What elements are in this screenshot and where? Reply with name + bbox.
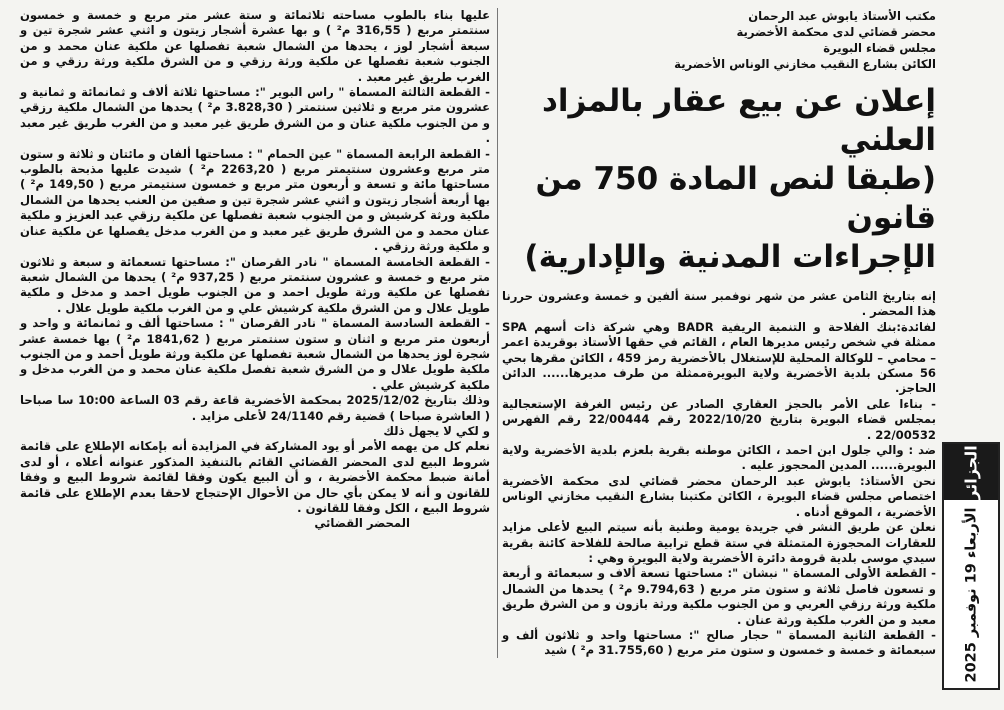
office-address: الكائن بشارع النقيب مخازني الوناس الأخضرية: [674, 57, 936, 71]
paragraph: نعلن عن طريق النشر في جريدة يومية وطنية بأنه سيتم البيع لأعلى مزايد للعقارات المحجوزة المتمثلة في ستة قطع ترابية صالحة للفلاحة كائنة بقرية سيدي موسى بلدية قرومة دائرة الأخضرية ولاية البويرة وهي :: [502, 520, 936, 565]
newspaper-logo-text: الجزائر: [961, 444, 981, 500]
paragraph: نحن الأستاذ: يابوش عبد الرحمان محضر قضائي لدى محكمة الأخضرية اختصاص مجلس قضاء البويرة ، الكائن مكتبنا بشارع النقيب مخازني الوناس الأخضرية ، الموقع أدناه .: [502, 473, 936, 519]
newspaper-date-strip: [942, 442, 1000, 690]
left-column: [20, 8, 490, 532]
headline-line: (طبقا لنص المادة 750 من قانون: [535, 161, 936, 236]
headline-line: الإجراءات المدنية والإدارية): [524, 239, 936, 275]
paragraph: - القطعة الأولى المسماة " نبشان ": مساحتها تسعة ألاف و سبعمائة و أربعة و تسعون فاصل ثلاثة و ستون متر مربع ( 9.794,63 م² ) يحدها من الشمال ملكية ورثة رزقي العربي و من الجنوب ملكية ورثة بازون و من الشرق طريق معبد و من الغرب ملكية ورثة عنان .: [502, 566, 936, 627]
headline-line: إعلان عن بيع عقار بالمزاد العلني: [541, 83, 936, 158]
paragraph: - القطعة الرابعة المسماة " عين الحمام " : مساحتها ألفان و مائتان و ثلاثة و ستون متر مربع وعشرون سنتيمتر مربع ( 2263,20 م² ) شيدت عليها مذبحة بالطوب مساحتها مائة و تسعة و أربعون متر مربع و خمسون سنتيمتر مربع ( 149,50 م² ) بها أربعة أشجار زيتون و اثني عشر شجرة تين و صفين من العنب يحدها من الشمال ملكية ورثة كرشيش و من الجنوب شعبة تفصلها عن ملكية رزقي عبد العزيز و ملكية عنان محمد و من الشرق طريق غير معبد و من الغرب مدخل يفصلها عن ملكية عنان و ملكية ورثة رزقي .: [20, 146, 490, 254]
signature: المحضر القضائي: [314, 516, 410, 531]
publication-date-text: الأربعاء 19 نوفمبر 2025: [963, 507, 979, 683]
column-divider: [497, 8, 498, 658]
paragraph: - القطعة الثالثة المسماة " راس البوير ": مساحتها ثلاثة ألاف و ثمانمائة و ثمانية و عشرون متر مربع و ثلاثين سنتمتر ( 3.828,30 م² ) يحدها من الشمال ملكية رزقي و من الجنوب ملكية عنان و من الشرق طريق غير معبد و من الغرب طريق غير معبد .: [20, 85, 490, 146]
newspaper-logo: [944, 444, 998, 500]
office-council: مجلس قضاء البويرة: [823, 41, 936, 55]
paragraph: نعلم كل من يهمه الأمر أو يود المشاركة في المزايدة أنه بإمكانه الإطلاع على قائمة شروط البيع لدى المحضر القضائي القائم بالتنفيذ المذكور عنوانه أعلاه ، أو لدى أمانة ضبط محكمة الأخضرية ، و أن البيع يكون وفقا لقائمة شروط البيع و وفقا للقانون و أنه لا يمكن بأي حال من الأحوال الإحتجاج لاحقا بعدم الإطلاع على قائمة شروط البيع ، الكل وفقا للقانون .: [20, 439, 490, 515]
paragraph: وذلك بتاريخ 2025/12/02 بمحكمة الأخضرية قاعة رقم 03 الساعة 10:00 سا صباحا ( العاشرة صباحا ) قضية رقم 24/1140 لأعلى مزايد .: [20, 393, 490, 423]
publication-date: [944, 502, 998, 688]
headline: [502, 82, 936, 277]
paragraph: لفائدة:بنك الفلاحة و التنمية الريفية BADR وهي شركة ذات أسهم SPA ممثلة في شخص رئيس مديرها العام ، القائم في حقها الأستاذ بوقريدة اعمر – محامي – للوكالة المحلية للإستغلال بالأخضرية رمز 459 ، الكائن مقرها بحي 56 مسكن بلدية الأخضرية ولاية البويرةممثلة من طرف مديرها...... الدائن الحاجز.: [502, 319, 936, 396]
paragraph: ضد : والي جلول ابن احمد ، الكائن موطنه بقرية بلعزم بلدية الأخضرية ولاية البويرة...... المدين المحجوز عليه .: [502, 443, 936, 473]
office-title: محضر قضائي لدى محكمة الأخضرية: [736, 25, 936, 39]
paragraph: و لكي لا يجهل ذلك: [383, 423, 490, 438]
paragraph: عليها بناء بالطوب مساحته ثلاثمائة و ستة عشر متر مربع و خمسة و خمسون سنتمتر مربع ( 316,55 م² ) و بها عشرة أشجار زيتون و اثني عشر شجرة تين و سبعة أشجار لوز ، يحدها من الشمال شعبة تفصلها عن ملكية عنان محمد و من الجنوب شعبة تفصلها عن ملكية ورثة رزقي و من الشرق ملكية ورثة رزقي و من الغرب طريق غير معبد .: [20, 8, 490, 84]
paragraph: - القطعة الخامسة المسماة " نادر القرصان ": مساحتها تسعمائة و سبعة و ثلاثون متر مربع و خمسة و عشرون سنتمتر مربع ( 937,25 م² ) يحدها من الشمال شعبة تفصلها عن ملكية ورثة طويل احمد و من الجنوب طويل احمد و مدخل و ملكية طويل علال و من الشرق ملكية كرشيش علي و من الغرب ملكية طويل علال .: [20, 254, 490, 315]
paragraph: - بناءا على الأمر بالحجز العقاري الصادر عن رئيس الغرفة الإستعجالية بمجلس قضاء البويرة بتاريخ 2022/10/20 رقم 22/00444 رقم الفهرس 22/00532 .: [502, 396, 937, 442]
paragraph: إنه بتاريخ الثامن عشر من شهر نوفمبر سنة ألفين و خمسة وعشرون حررنا هذا المحضر .: [502, 289, 936, 319]
office-name: مكتب الأستاذ يابوش عبد الرحمان: [748, 9, 936, 23]
paragraph: - القطعة السادسة المسماة " نادر القرصان " : مساحتها ألف و ثمانمائة و واحد و أربعون متر مربع و اثنان و ستون سنتمتر مربع ( 1841,62 م² ) بها خمسة عشر شجرة لوز يحدها من الشمال شعبة تفصلها عن ملكية ورثة طويل أحمد و من الجنوب ملكية طويل علال و من الشرق شعبة تفصل ملكية عنان محمد و من الغرب مدخل و ملكية كرشيش علي .: [20, 316, 490, 392]
right-column: [502, 8, 936, 659]
paragraph: - القطعة الثانية المسماة " حجار صالح ": مساحتها واحد و ثلاثون ألف و سبعمائة و خمسة و خمسون و ستون متر مربع ( 31.755,60 م² ) شيد: [502, 627, 936, 658]
